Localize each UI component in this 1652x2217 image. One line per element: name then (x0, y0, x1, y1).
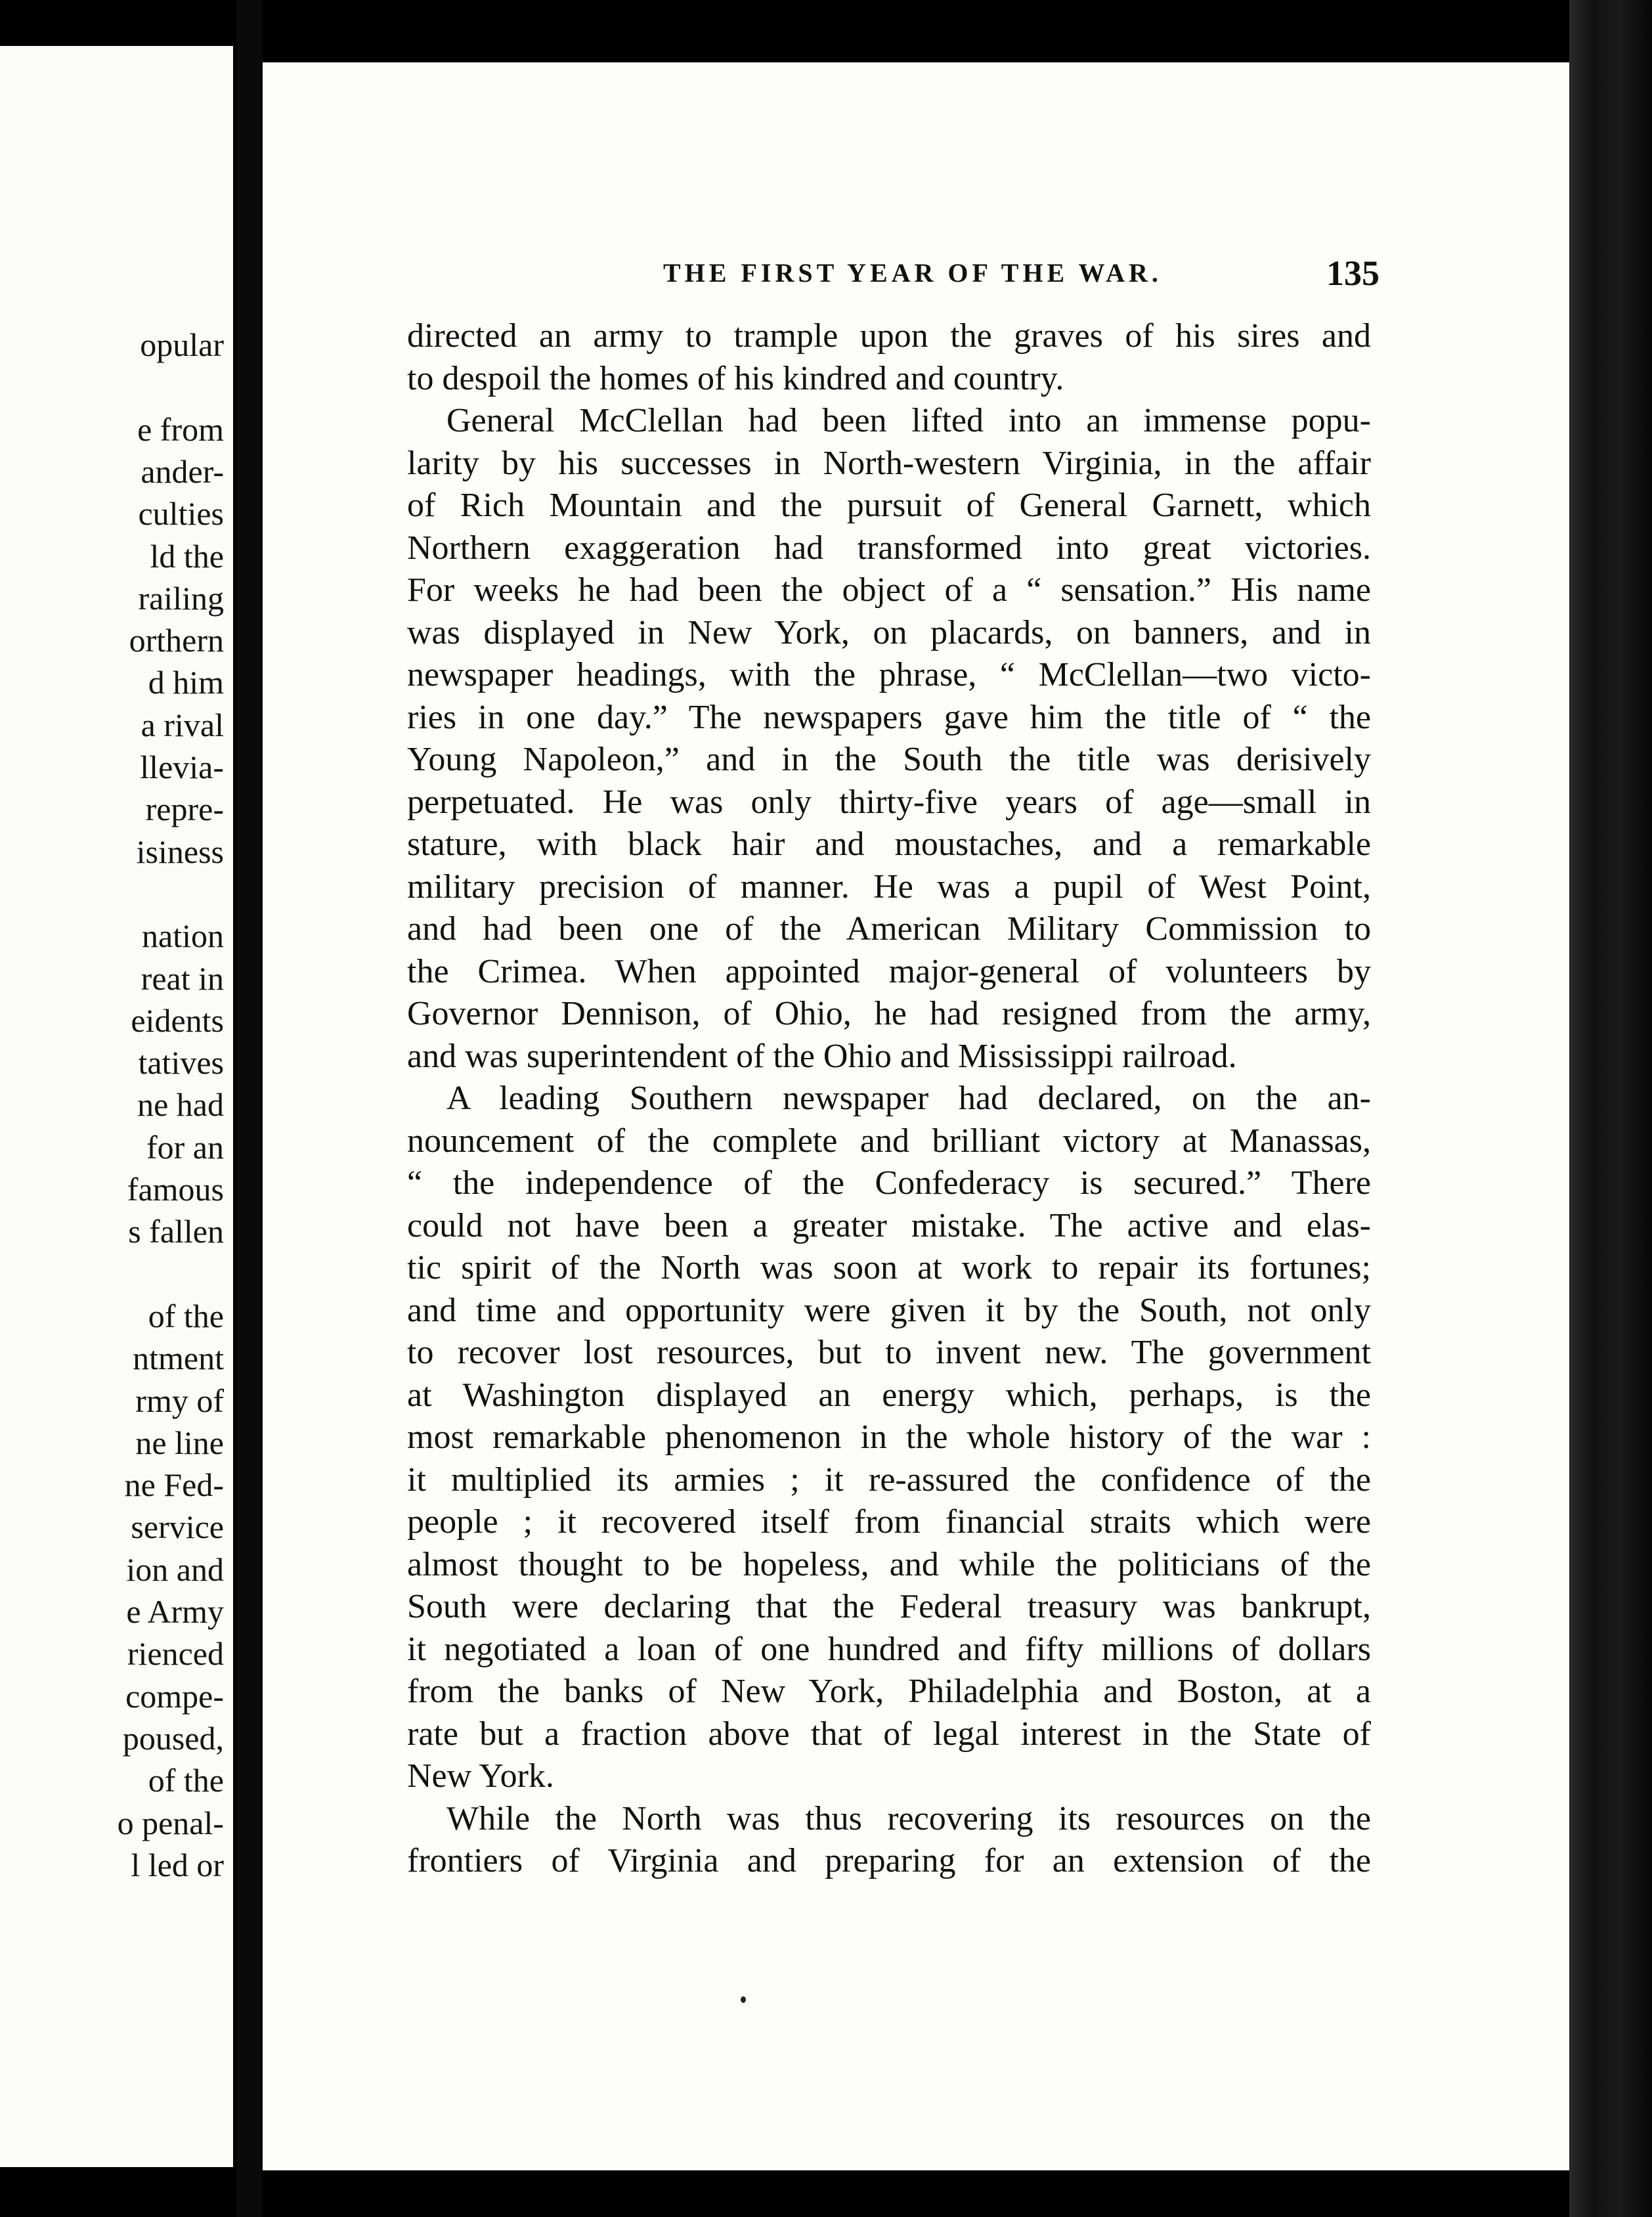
text-line: For weeks he had been the object of a “ sensation.” His name (407, 571, 1371, 609)
left-page-line: orthern (129, 622, 224, 659)
text-line: it negotiated a loan of one hundred and fifty millions of dollars (407, 1630, 1371, 1668)
text-line: Governor Dennison, of Ohio, he had resigned from the army, (407, 995, 1371, 1032)
left-facing-page (0, 46, 233, 2167)
left-page-line: llevia- (140, 749, 224, 785)
left-page-line: reat in (141, 959, 224, 997)
left-page-line: opular (140, 326, 224, 363)
text-line: General McClellan had been lifted into an immense popu- (446, 402, 1371, 439)
text-line: tic spirit of the North was soon at work to repair its fortunes; (407, 1249, 1371, 1286)
left-page-line: l led or (131, 1846, 224, 1883)
left-page-line: nation (142, 917, 224, 955)
left-page-line: compe- (125, 1677, 224, 1715)
text-line: nouncement of the complete and brilliant victory at Manassas, (407, 1122, 1371, 1160)
left-page-line: ander- (141, 452, 224, 490)
running-title: THE FIRST YEAR OF THE WAR. (663, 258, 1162, 288)
left-page-line: ntment (133, 1340, 224, 1377)
text-line: South were declaring that the Federal treasury was bankrupt, (407, 1588, 1371, 1625)
text-line: and time and opportunity were given it by the South, not only (407, 1291, 1371, 1329)
text-line: stature, with black hair and moustaches, and a remarkable (407, 825, 1371, 863)
left-page-line: poused, (122, 1719, 224, 1757)
text-line: at Washington displayed an energy which, perhaps, is the (407, 1376, 1371, 1414)
text-line: larity by his successes in North-western Virginia, in the affair (407, 444, 1371, 482)
left-page-line: culties (138, 495, 224, 533)
text-line: New York. (407, 1757, 554, 1795)
text-line: Northern exaggeration had transformed into great victories. (407, 529, 1371, 567)
text-line: newspaper headings, with the phrase, “ McClellan—two victo- (407, 656, 1371, 693)
text-line: it multiplied its armies ; it re-assured the confidence of the (407, 1460, 1371, 1499)
body-text (407, 315, 1371, 1883)
left-page-line: e from (137, 410, 224, 448)
page-gutter (236, 0, 263, 2217)
left-page-line: service (131, 1508, 224, 1546)
left-page-line: rienced (127, 1635, 224, 1673)
text-line: frontiers of Virginia and preparing for an extension of the (407, 1842, 1371, 1879)
left-page-line: of the (148, 1297, 224, 1334)
text-line: could not have been a greater mistake. The active and elas- (407, 1206, 1371, 1244)
left-page-line: a rival (141, 706, 224, 743)
left-page-line: eidents (131, 1001, 224, 1039)
text-line: to despoil the homes of his kindred and country. (407, 359, 1064, 397)
text-line: directed an army to trample upon the graves of his sires and (407, 317, 1371, 355)
text-line: ries in one day.” The newspapers gave him the title of “ the (407, 698, 1371, 736)
text-line: “ the independence of the Confederacy is secured.” There (407, 1164, 1371, 1202)
left-page-line: ne Fed- (124, 1466, 224, 1504)
left-page-line: e Army (126, 1593, 224, 1630)
text-line: people ; it recovered itself from financial straits which were (407, 1503, 1371, 1541)
text-line: was displayed in New York, on placards, on banners, and in (407, 613, 1371, 651)
text-line: Young Napoleon,” and in the South the title was derisively (407, 741, 1371, 778)
text-line: A leading Southern newspaper had declared, on the an- (446, 1080, 1371, 1117)
left-page-line: of the (148, 1762, 224, 1799)
left-page-line: o penal- (117, 1804, 224, 1841)
left-page-line: rmy of (135, 1382, 224, 1419)
left-page-line: ne had (137, 1086, 224, 1124)
text-line: and was superintendent of the Ohio and Mississippi railroad. (407, 1037, 1237, 1075)
text-line: almost thought to be hopeless, and while the politicians of the (407, 1545, 1371, 1583)
left-page-line: for an (146, 1128, 224, 1166)
left-page-line: tatives (138, 1044, 224, 1082)
left-page-line: d him (148, 664, 224, 701)
text-line: from the banks of New York, Philadelphia and Boston, at a (407, 1673, 1371, 1710)
text-line: and had been one of the American Military Commission to (407, 910, 1371, 948)
text-line: perpetuated. He was only thirty-five years of age—small in (407, 783, 1371, 821)
text-line: to recover lost resources, but to invent new. The government (407, 1334, 1371, 1371)
text-line: of Rich Mountain and the pursuit of General Garnett, which (407, 487, 1371, 524)
text-line: While the North was thus recovering its resources on the (446, 1799, 1371, 1837)
left-page-line: ion and (126, 1550, 224, 1588)
left-page-line: isiness (136, 833, 224, 870)
left-page-line: s fallen (128, 1213, 224, 1250)
text-line: military precision of manner. He was a pupil of West Point, (407, 867, 1371, 906)
page-edge (1569, 0, 1652, 2217)
page-number: 135 (1326, 253, 1380, 293)
text-line: most remarkable phenomenon in the whole history of the war : (407, 1418, 1371, 1456)
left-page-line: railing (138, 579, 224, 617)
text-line: the Crimea. When appointed major-general of volunteers by (407, 952, 1371, 990)
left-page-line: famous (127, 1171, 224, 1208)
text-line: rate but a fraction above that of legal interest in the State of (407, 1715, 1371, 1753)
ink-speck (741, 1996, 746, 2003)
left-page-line: ld the (150, 537, 224, 575)
left-page-line: ne line (135, 1424, 224, 1461)
left-page-line: repre- (145, 791, 224, 828)
